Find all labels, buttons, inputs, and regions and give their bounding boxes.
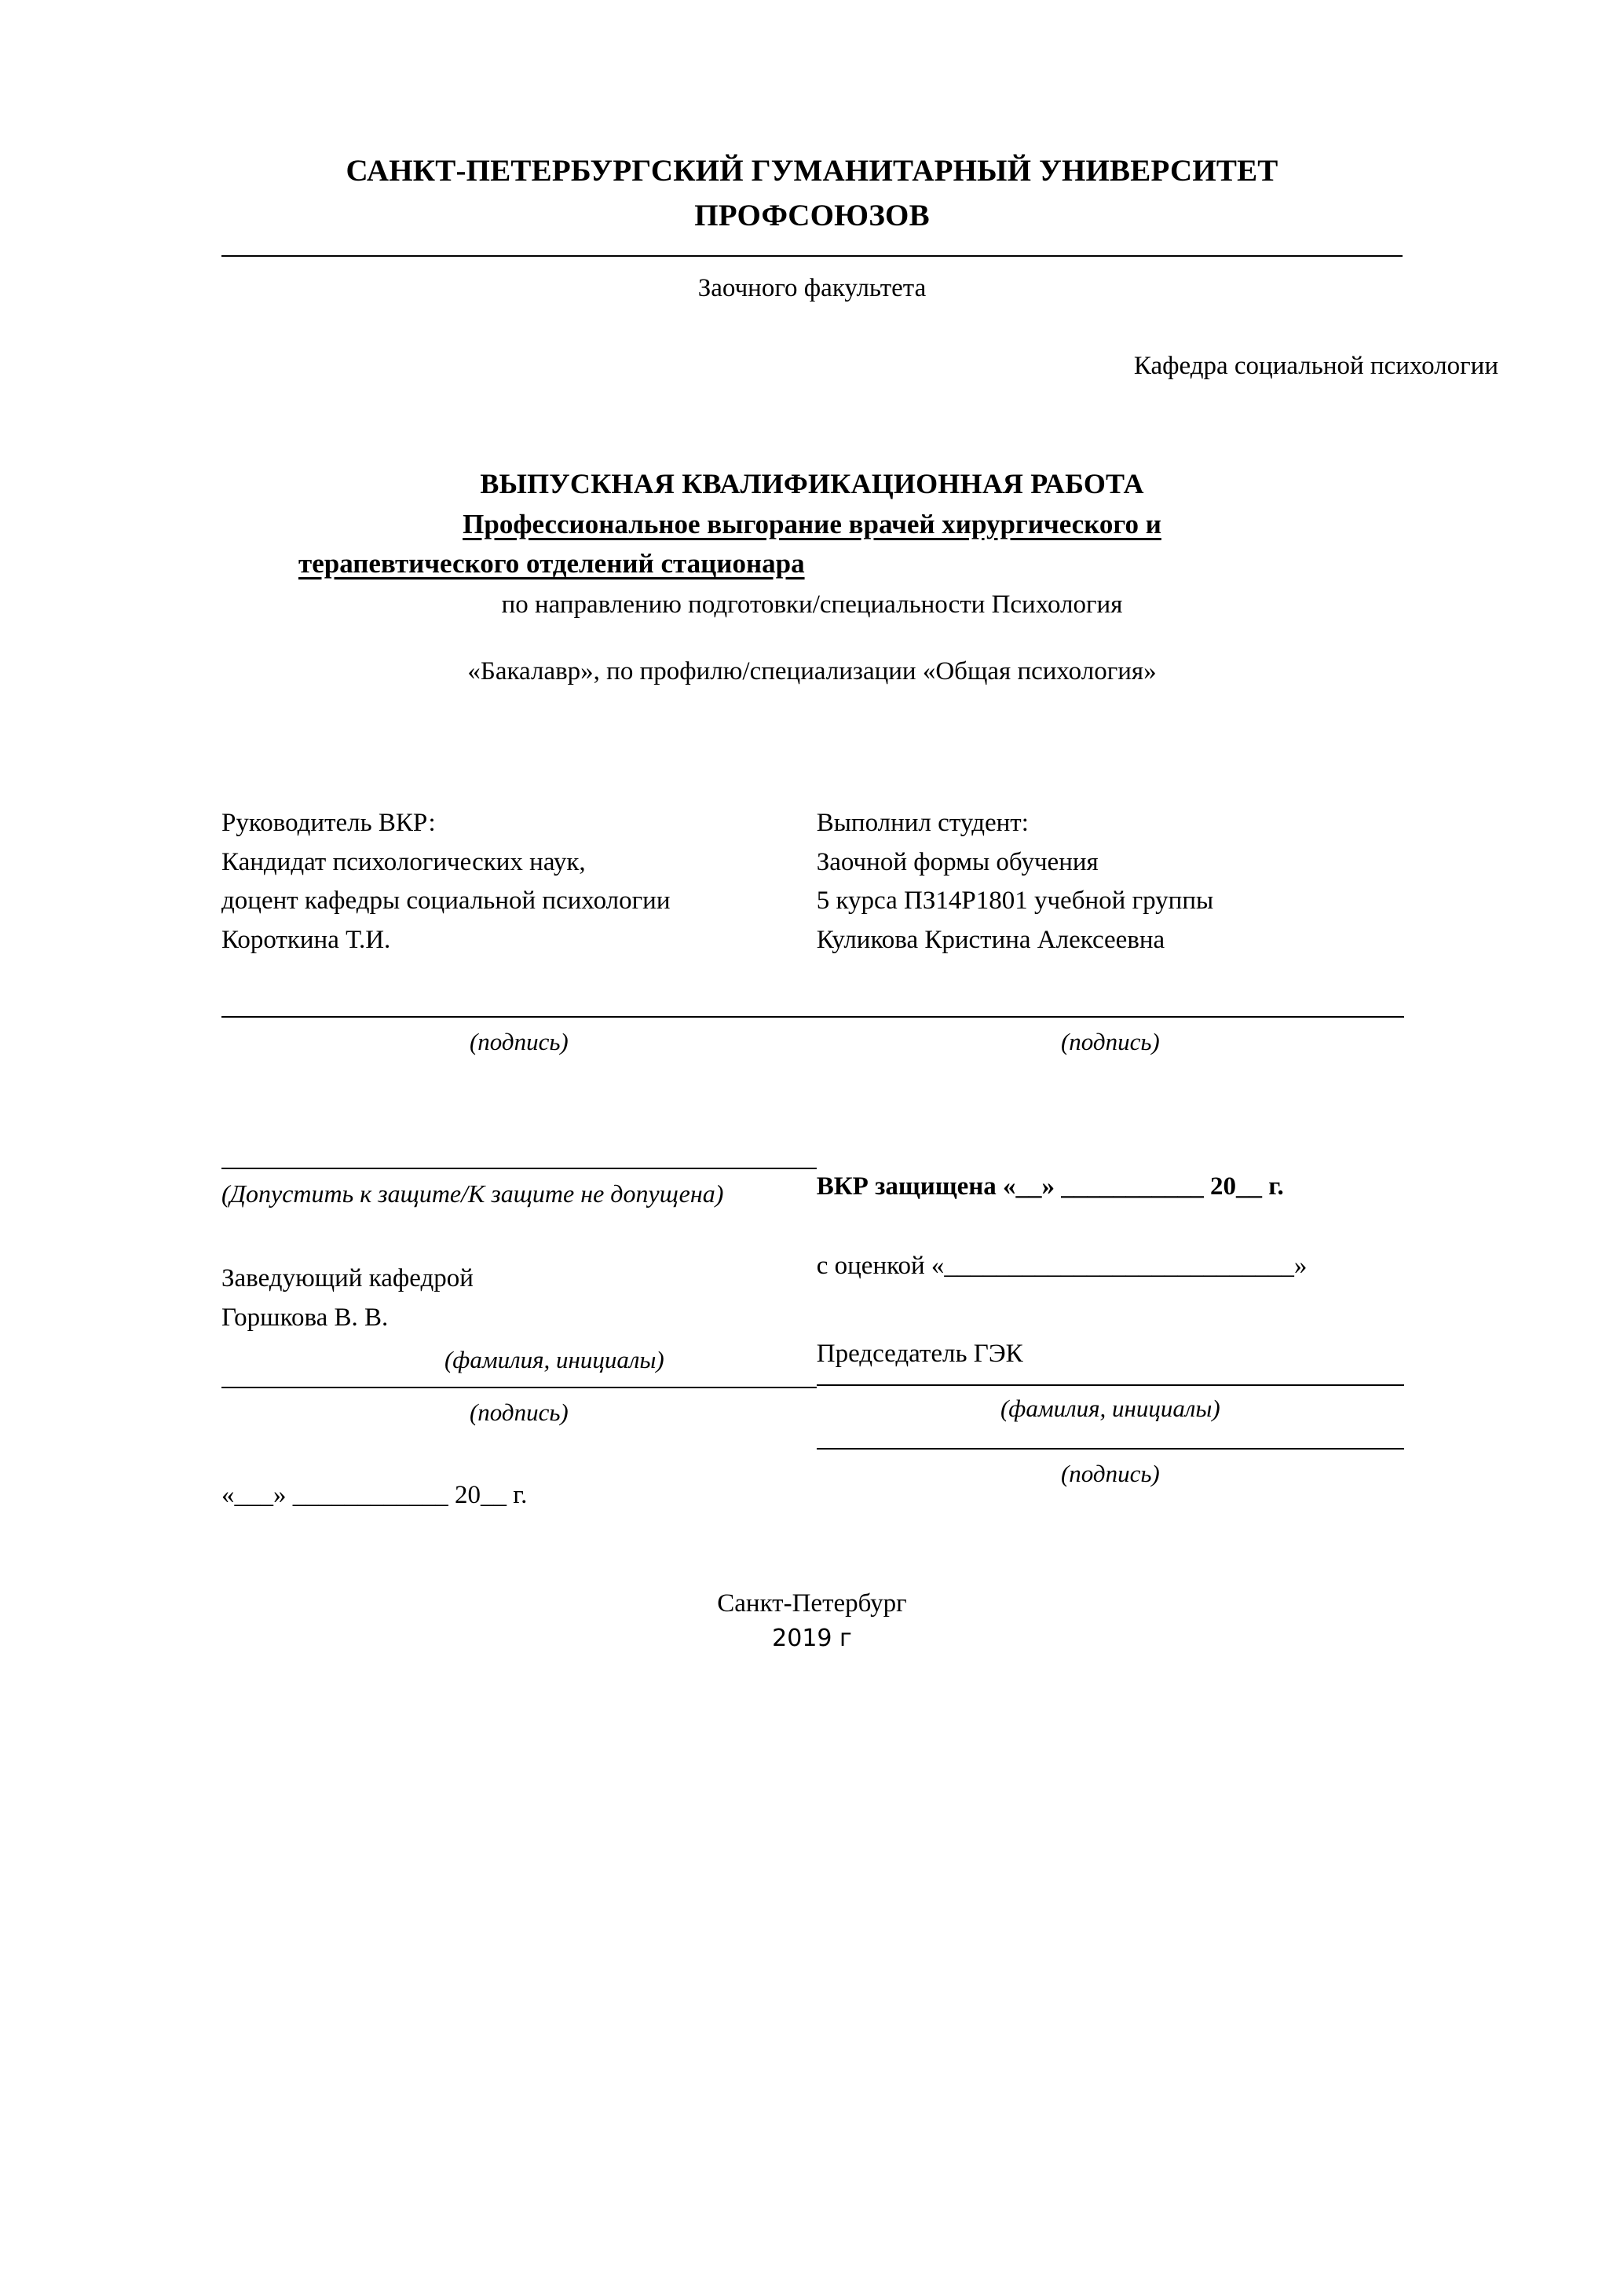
student-block <box>817 804 1404 1061</box>
footer-city: Санкт-Петербург <box>717 1589 907 1618</box>
supervisor-degree: Кандидат психологических наук, <box>221 847 586 876</box>
chair-role: Председатель ГЭК <box>816 1339 1023 1368</box>
supervisor-signature-line <box>221 1016 817 1018</box>
university-title-line1: САНКТ-ПЕТЕРБУРГСКИЙ ГУМАНИТАРНЫЙ УНИВЕРСИТЕТ <box>346 154 1278 188</box>
student-form: Заочной формы обучения <box>816 847 1099 876</box>
admission-date: «___» ____________ 20__ г. <box>221 1481 528 1510</box>
header-divider <box>221 255 1403 257</box>
supervisor-signature-caption: (подпись) <box>469 1028 569 1056</box>
supervisor-block <box>221 804 817 1061</box>
work-theme-line2: терапевтического отделений стационара <box>298 547 805 579</box>
work-profile: «Бакалавр», по профилю/специализации «Общая психология» <box>467 657 1157 686</box>
faculty-name: Заочного факультета <box>697 274 927 303</box>
department-name: Кафедра социальной психологии <box>1133 352 1498 381</box>
admission-line <box>221 1168 817 1169</box>
work-theme-line1: Профессиональное выгорание врачей хирургического и <box>463 509 1161 540</box>
chair-signature-caption: (подпись) <box>1060 1459 1160 1487</box>
university-title <box>0 0 1624 238</box>
head-signature-caption: (подпись) <box>469 1398 569 1426</box>
head-fio-caption: (фамилия, инициалы) <box>444 1346 664 1374</box>
student-signature-caption: (подпись) <box>1060 1028 1160 1056</box>
people-columns <box>0 804 1624 1061</box>
work-direction: по направлению подготовки/специальности Психология <box>501 590 1123 620</box>
defense-mark-line: с оценкой «___________________________» <box>816 1252 1308 1281</box>
university-title-line2: ПРОФСОЮЗОВ <box>694 198 930 232</box>
supervisor-name: Короткина Т.И. <box>221 925 391 954</box>
work-title-block <box>0 467 1624 686</box>
student-group: 5 курса ПЗ14Р1801 учебной группы <box>816 887 1214 916</box>
work-theme <box>224 505 1400 583</box>
student-label: Выполнил студент: <box>816 809 1029 838</box>
student-name: Куликова Кристина Алексеевна <box>816 925 1165 954</box>
defense-date-line: ВКР защищена «__» ___________ 20__ г. <box>816 1172 1284 1201</box>
admission-defense-columns <box>0 1155 1624 1515</box>
admission-block <box>221 1155 817 1515</box>
supervisor-position: доцент кафедры социальной психологии <box>221 887 671 916</box>
student-signature-line <box>817 1016 1404 1018</box>
chair-fio-caption: (фамилия, инициалы) <box>1000 1395 1220 1423</box>
chair-signature-line <box>817 1448 1404 1450</box>
footer-year: 2019 г <box>772 1624 852 1652</box>
defense-block <box>817 1155 1404 1515</box>
head-name: Горшкова В. В. <box>221 1303 389 1332</box>
head-signature-line <box>221 1387 817 1388</box>
work-type: ВЫПУСКНАЯ КВАЛИФИКАЦИОННАЯ РАБОТА <box>480 468 1144 500</box>
chair-fio-line <box>817 1384 1404 1386</box>
supervisor-label: Руководитель ВКР: <box>221 809 436 838</box>
admission-note: (Допустить к защите/К защите не допущена) <box>221 1179 724 1208</box>
head-role: Заведующий кафедрой <box>221 1264 474 1293</box>
